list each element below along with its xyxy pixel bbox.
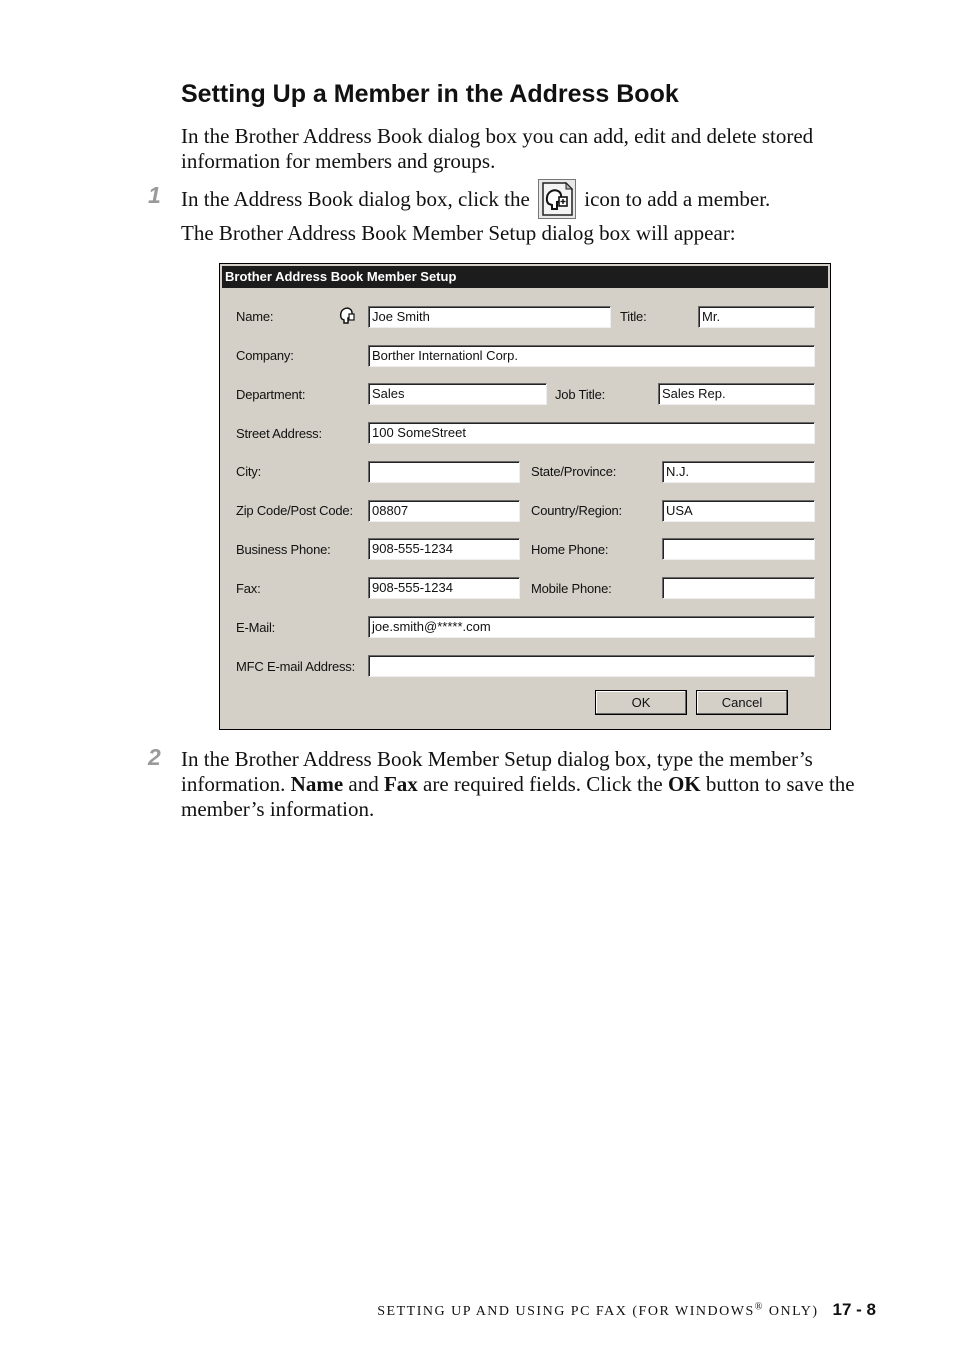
member-icon xyxy=(338,306,356,326)
zip-field[interactable]: 08807 xyxy=(368,500,520,522)
state-field[interactable]: N.J. xyxy=(662,461,815,483)
add-member-icon xyxy=(538,179,576,219)
zip-label: Zip Code/Post Code: xyxy=(236,503,353,518)
home-phone-label: Home Phone: xyxy=(531,542,609,557)
mfc-email-label: MFC E-mail Address: xyxy=(236,659,356,674)
step-2-text-part: In the Brother Address Book Member Setup dialog box, type the member’s information. xyxy=(181,747,813,796)
business-phone-label: Business Phone: xyxy=(236,542,331,557)
company-label: Company: xyxy=(236,348,294,363)
department-label: Department: xyxy=(236,387,306,402)
step-1-text-after: icon to add a member. xyxy=(584,187,771,211)
mobile-phone-label: Mobile Phone: xyxy=(531,581,612,596)
step-2-text-part: are required fields. Click the xyxy=(417,772,668,796)
step-2-number: 2 xyxy=(148,744,161,770)
name-label: Name: xyxy=(236,309,274,324)
step-1-number: 1 xyxy=(148,182,161,208)
step-2-bold-fax: Fax xyxy=(383,772,418,796)
step-1-text xyxy=(181,181,881,221)
street-label: Street Address: xyxy=(236,426,322,441)
step-2-text-part: and xyxy=(343,772,384,796)
city-label: City: xyxy=(236,464,262,479)
registered-mark: ® xyxy=(754,1301,764,1313)
fax-field[interactable]: 908-555-1234 xyxy=(368,577,520,599)
step-2-bold-ok: OK xyxy=(667,772,701,796)
step-2-text xyxy=(181,747,881,822)
title-field[interactable]: Mr. xyxy=(698,306,815,328)
city-field[interactable] xyxy=(368,461,520,483)
cancel-button[interactable]: Cancel xyxy=(696,690,788,715)
dialog-titlebar[interactable]: Brother Address Book Member Setup xyxy=(222,266,828,288)
page-number: 17 - 8 xyxy=(832,1300,876,1319)
mfc-email-field[interactable] xyxy=(368,655,815,677)
country-field[interactable]: USA xyxy=(662,500,815,522)
country-label: Country/Region: xyxy=(531,503,622,518)
department-field[interactable]: Sales xyxy=(368,383,547,405)
state-label: State/Province: xyxy=(531,464,617,479)
step-1-text-before: In the Address Book dialog box, click the xyxy=(181,187,530,211)
name-field[interactable]: Joe Smith xyxy=(368,306,611,328)
step-2-text-part: button to save the member’s information. xyxy=(181,772,855,821)
page-heading: Setting Up a Member in the Address Book xyxy=(181,80,679,108)
job-title-field[interactable]: Sales Rep. xyxy=(658,383,815,405)
step-1-followup: The Brother Address Book Member Setup dialog box will appear: xyxy=(181,221,736,245)
intro-paragraph: In the Brother Address Book dialog box you can add, edit and delete stored information for members and groups. xyxy=(181,124,814,173)
step-2-bold-name: Name xyxy=(290,772,344,796)
job-title-label: Job Title: xyxy=(555,387,606,402)
fax-label: Fax: xyxy=(236,581,261,596)
mobile-phone-field[interactable] xyxy=(662,577,815,599)
ok-button[interactable]: OK xyxy=(595,690,687,715)
home-phone-field[interactable] xyxy=(662,538,815,560)
company-field[interactable]: Borther Internationl Corp. xyxy=(368,345,815,367)
email-field[interactable]: joe.smith@*****.com xyxy=(368,616,815,638)
footer-section-title: SETTING UP AND USING PC FAX (FOR WINDOWS xyxy=(377,1304,755,1319)
business-phone-field[interactable]: 908-555-1234 xyxy=(368,538,520,560)
title-label: Title: xyxy=(620,309,647,324)
street-field[interactable]: 100 SomeStreet xyxy=(368,422,815,444)
member-setup-dialog xyxy=(219,263,831,730)
page-footer xyxy=(377,1300,876,1320)
footer-section-title-end: ONLY) xyxy=(763,1304,819,1319)
email-label: E-Mail: xyxy=(236,620,276,635)
